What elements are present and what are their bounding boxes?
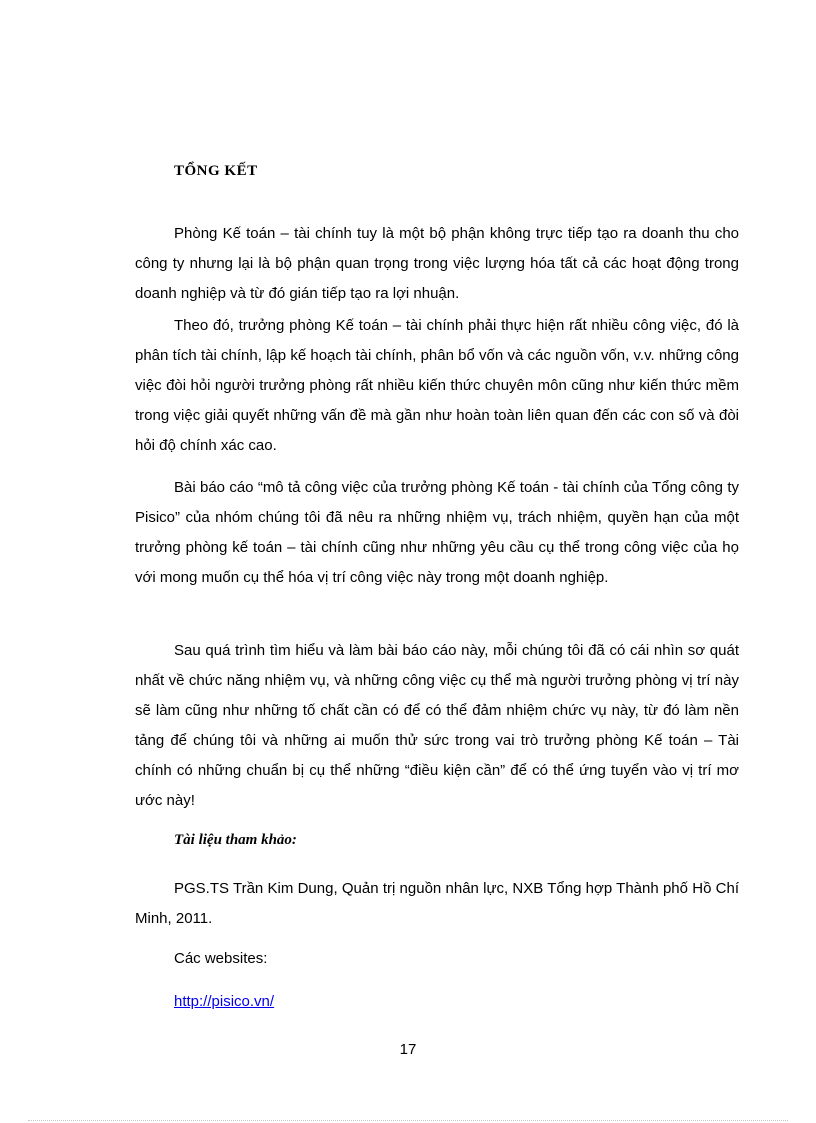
paragraph-1: Phòng Kế toán – tài chính tuy là một bộ phận không trực tiếp tạo ra doanh thu cho công ty nhưng lại là bộ phận quan trọng trong việc lượng hóa tất cả các hoạt động trong doanh nghiệp và từ đó gián tiếp tạo ra lợi nhuận. [135, 225, 739, 302]
websites-label: Các websites: [174, 950, 268, 967]
paragraph-3: Bài báo cáo “mô tả công việc của trưởng phòng Kế toán - tài chính của Tổng công ty Pisico” của nhóm chúng tôi đã nêu ra những nhiệm vụ, trách nhiệm, quyền hạn của một trưởng phòng kế toán – tài chính cũng như những yêu cầu cụ thể trong công việc của họ với mong muốn cụ thể hóa vị trí công việc này trong một doanh nghiệp. [135, 479, 739, 586]
page-number: 17 [399, 1041, 417, 1058]
paragraph-4: Sau quá trình tìm hiểu và làm bài báo cáo này, mỗi chúng tôi đã có cái nhìn sơ quát nhất về chức năng nhiệm vụ, và những công việc cụ thể mà người trưởng phòng vị trí này sẽ làm cũng như những tố chất cần có để có thể đảm nhiệm chức vụ này, từ đó làm nền tảng để chúng tôi và những ai muốn thử sức trong vai trò trưởng phòng Kế toán – Tài chính có những chuẩn bị cụ thể những “điều kiện cần” để có thể ứng tuyển vào vị trí mơ ước này! [135, 642, 739, 809]
section-heading: TỔNG KẾT [174, 163, 258, 179]
footer-divider [28, 1120, 788, 1121]
paragraph-2: Theo đó, trưởng phòng Kế toán – tài chính phải thực hiện rất nhiều công việc, đó là phân tích tài chính, lập kế hoạch tài chính, phân bổ vốn và các nguồn vốn, v.v. những công việc đòi hỏi người trưởng phòng rất nhiều kiến thức chuyên môn cũng như kiến thức mềm trong việc giải quyết những vấn đề mà gần như hoàn toàn liên quan đến các con số và đòi hỏi độ chính xác cao. [135, 317, 739, 454]
references-title: Tài liệu tham khảo: [174, 832, 297, 848]
reference-book: PGS.TS Trần Kim Dung, Quản trị nguồn nhân lực, NXB Tổng hợp Thành phố Hồ Chí Minh, 2011. [135, 880, 739, 927]
reference-link[interactable]: http://pisico.vn/ [174, 993, 275, 1010]
